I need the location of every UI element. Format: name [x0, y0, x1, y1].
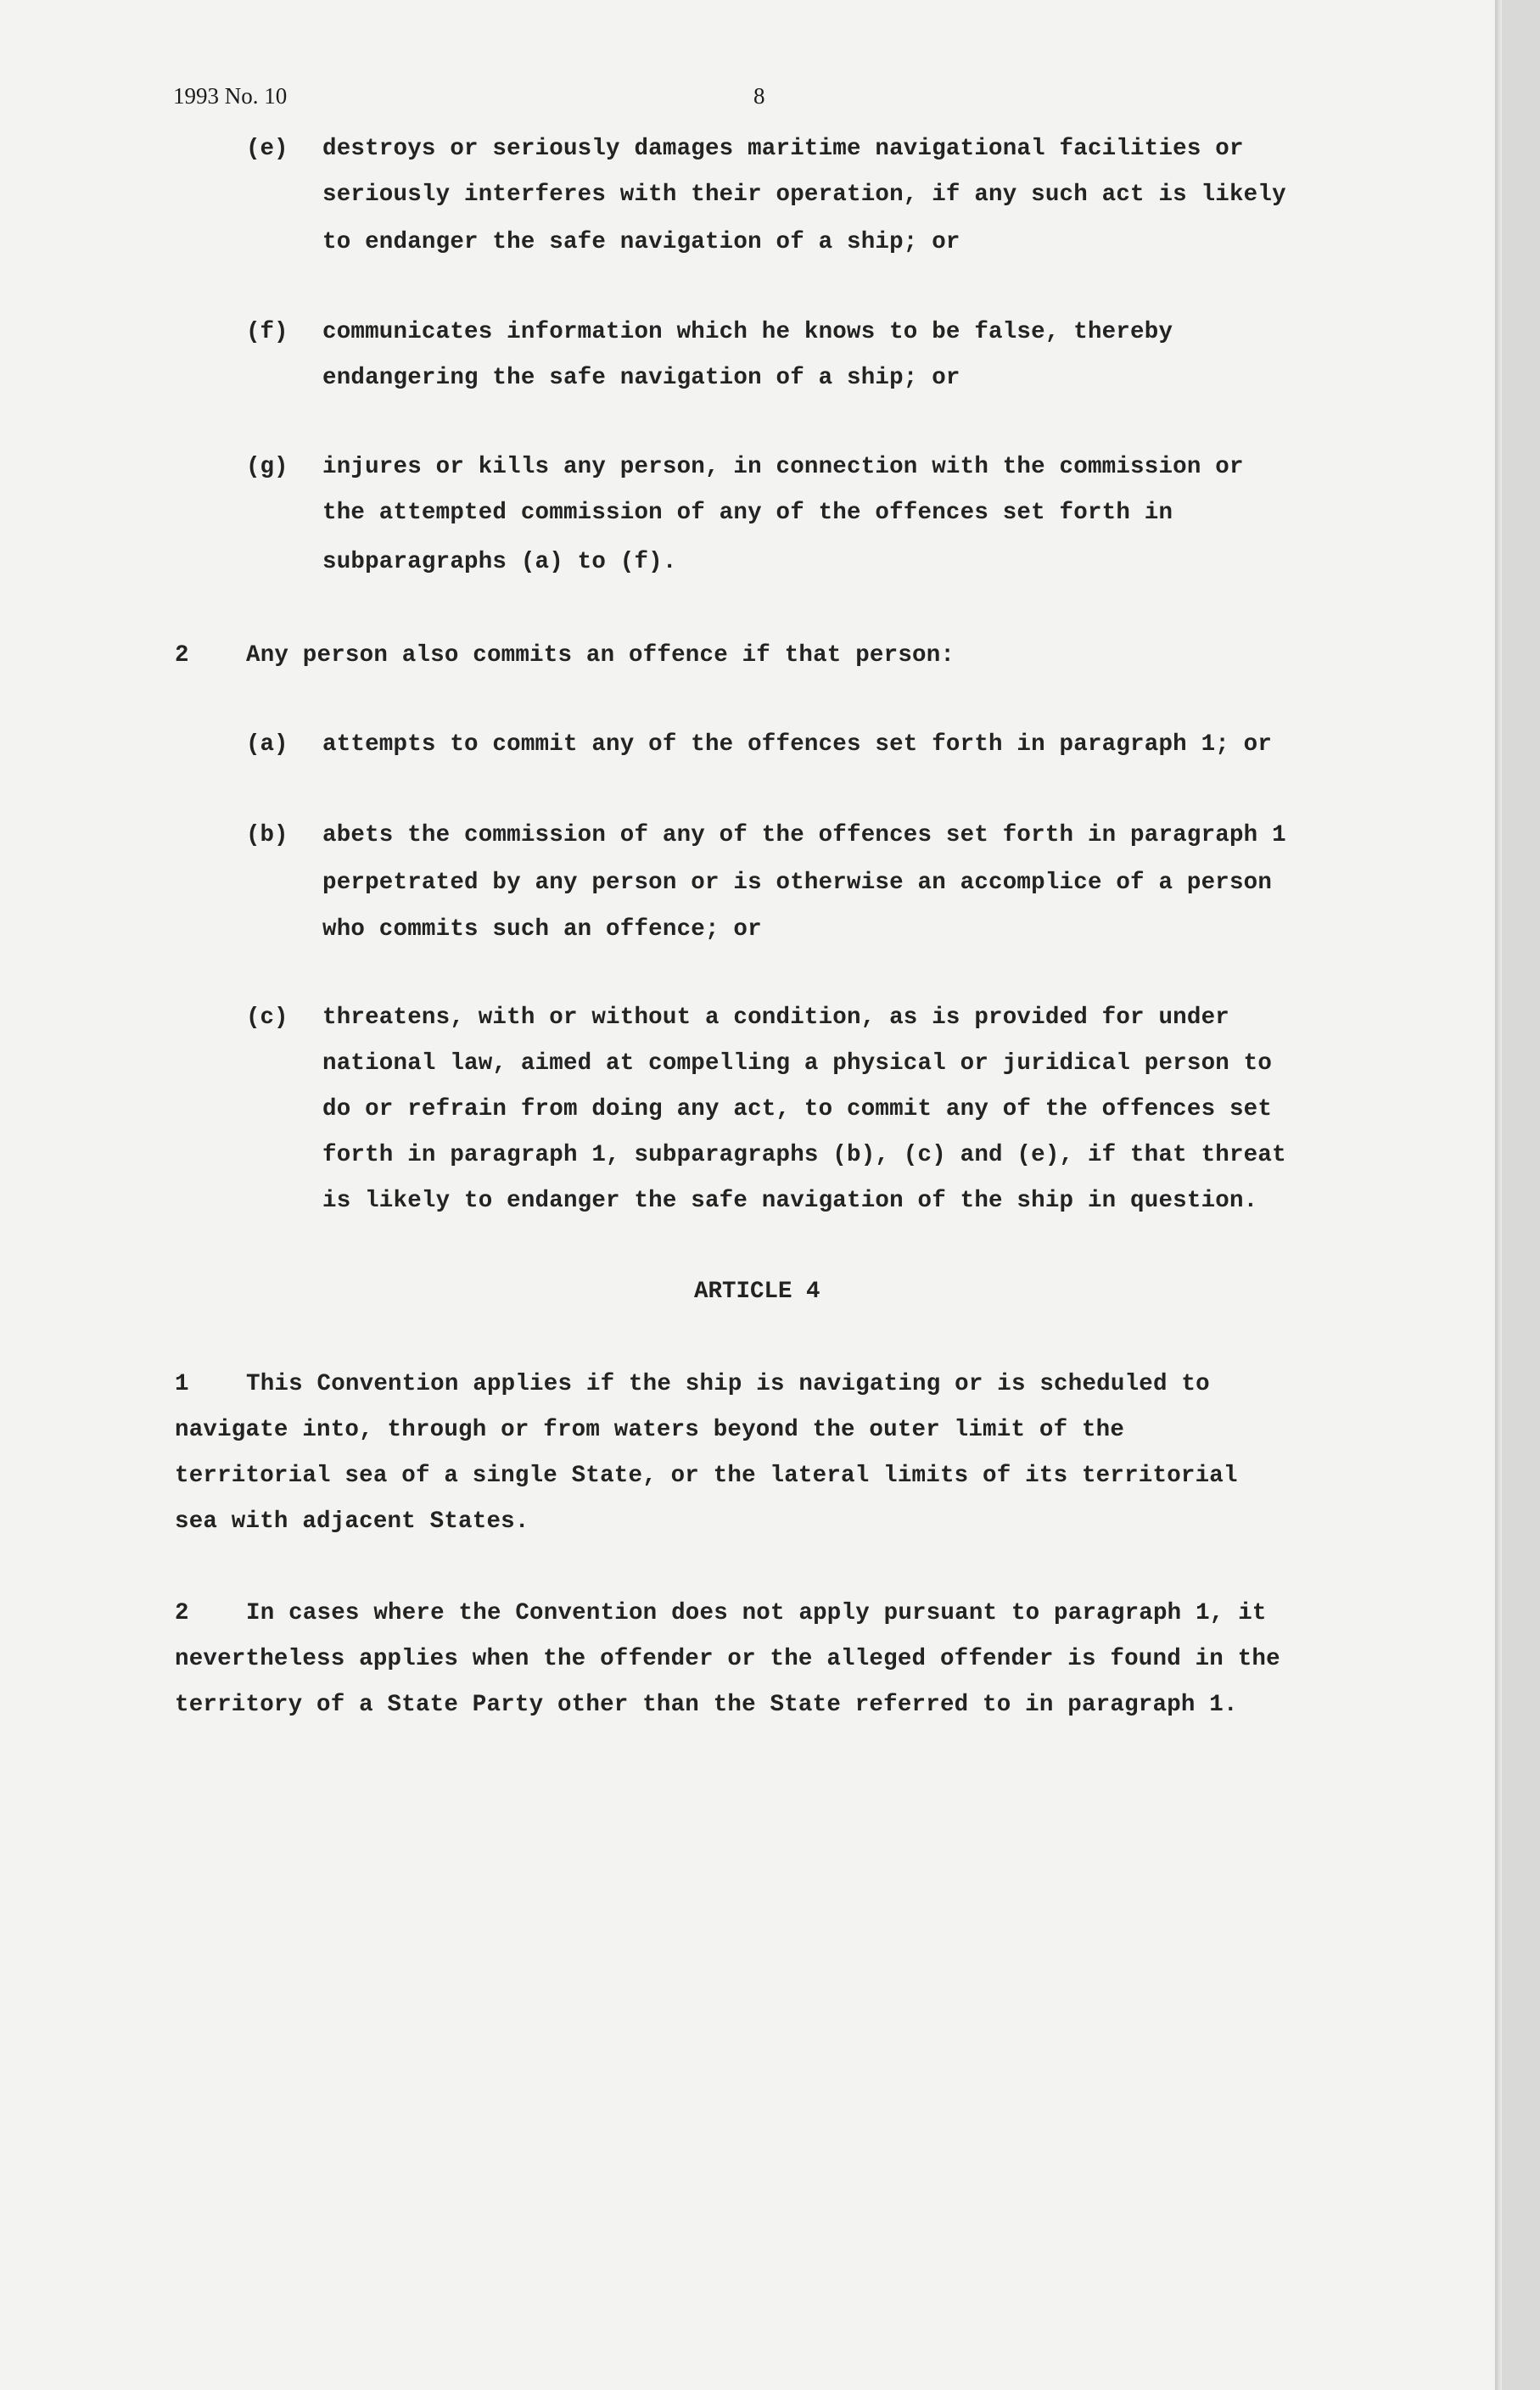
subparagraph-c-line: do or refrain from doing any act, to commit any of the offences set [322, 1096, 1273, 1122]
subparagraph-b-line: who commits such an offence; or [322, 916, 762, 943]
subparagraph-c-line: is likely to endanger the safe navigation of the ship in question. [322, 1188, 1258, 1214]
subparagraph-f-label: (f) [246, 319, 288, 345]
page-header [0, 83, 1495, 117]
subparagraph-g-line: subparagraphs (a) to (f). [322, 549, 677, 575]
article-4-paragraph-2-line: territory of a State Party other than the State referred to in paragraph 1. [175, 1692, 1238, 1718]
subparagraph-g-line: the attempted commission of any of the offences set forth in [322, 500, 1173, 526]
article-heading: ARTICLE 4 [694, 1279, 820, 1305]
article-4-paragraph-1-line: territorial sea of a single State, or the lateral limits of its territorial [175, 1463, 1238, 1489]
page-number: 8 [753, 83, 765, 109]
subparagraph-e-label: (e) [246, 136, 288, 162]
subparagraph-e-line: seriously interferes with their operation, if any such act is likely [322, 182, 1286, 208]
article-4-paragraph-1-number: 1 [175, 1371, 189, 1397]
article-4-paragraph-2-line: nevertheless applies when the offender or the alleged offender is found in the [175, 1646, 1280, 1672]
subparagraph-c-line: national law, aimed at compelling a physical or juridical person to [322, 1050, 1273, 1077]
page-edge-shadow [1495, 0, 1502, 2390]
article-4-paragraph-1-line: sea with adjacent States. [175, 1508, 529, 1535]
paragraph-2-text: Any person also commits an offence if that person: [246, 642, 955, 669]
document-reference: 1993 No. 10 [173, 83, 288, 109]
article-4-paragraph-2-line: In cases where the Convention does not apply pursuant to paragraph 1, it [246, 1600, 1267, 1626]
subparagraph-b-label: (b) [246, 822, 288, 848]
subparagraph-f-line: communicates information which he knows to be false, thereby [322, 319, 1173, 345]
subparagraph-a-label: (a) [246, 731, 288, 758]
subparagraph-e-line: destroys or seriously damages maritime navigational facilities or [322, 136, 1244, 162]
article-4-paragraph-1-line: navigate into, through or from waters beyond the outer limit of the [175, 1417, 1125, 1443]
subparagraph-g-label: (g) [246, 454, 288, 480]
subparagraph-c-line: threatens, with or without a condition, as is provided for under [322, 1005, 1229, 1031]
article-4-paragraph-2-number: 2 [175, 1600, 189, 1626]
subparagraph-c-line: forth in paragraph 1, subparagraphs (b), (c) and (e), if that threat [322, 1142, 1286, 1168]
subparagraph-b-line: abets the commission of any of the offences set forth in paragraph 1 [322, 822, 1286, 848]
subparagraph-e-line: to endanger the safe navigation of a ship; or [322, 229, 960, 255]
subparagraph-c-label: (c) [246, 1005, 288, 1031]
paragraph-2-number: 2 [175, 642, 189, 669]
subparagraph-f-line: endangering the safe navigation of a ship; or [322, 365, 960, 391]
article-4-paragraph-1-line: This Convention applies if the ship is navigating or is scheduled to [246, 1371, 1210, 1397]
subparagraph-b-line: perpetrated by any person or is otherwise an accomplice of a person [322, 870, 1273, 896]
subparagraph-g-line: injures or kills any person, in connection with the commission or [322, 454, 1244, 480]
subparagraph-a-line: attempts to commit any of the offences set forth in paragraph 1; or [322, 731, 1273, 758]
